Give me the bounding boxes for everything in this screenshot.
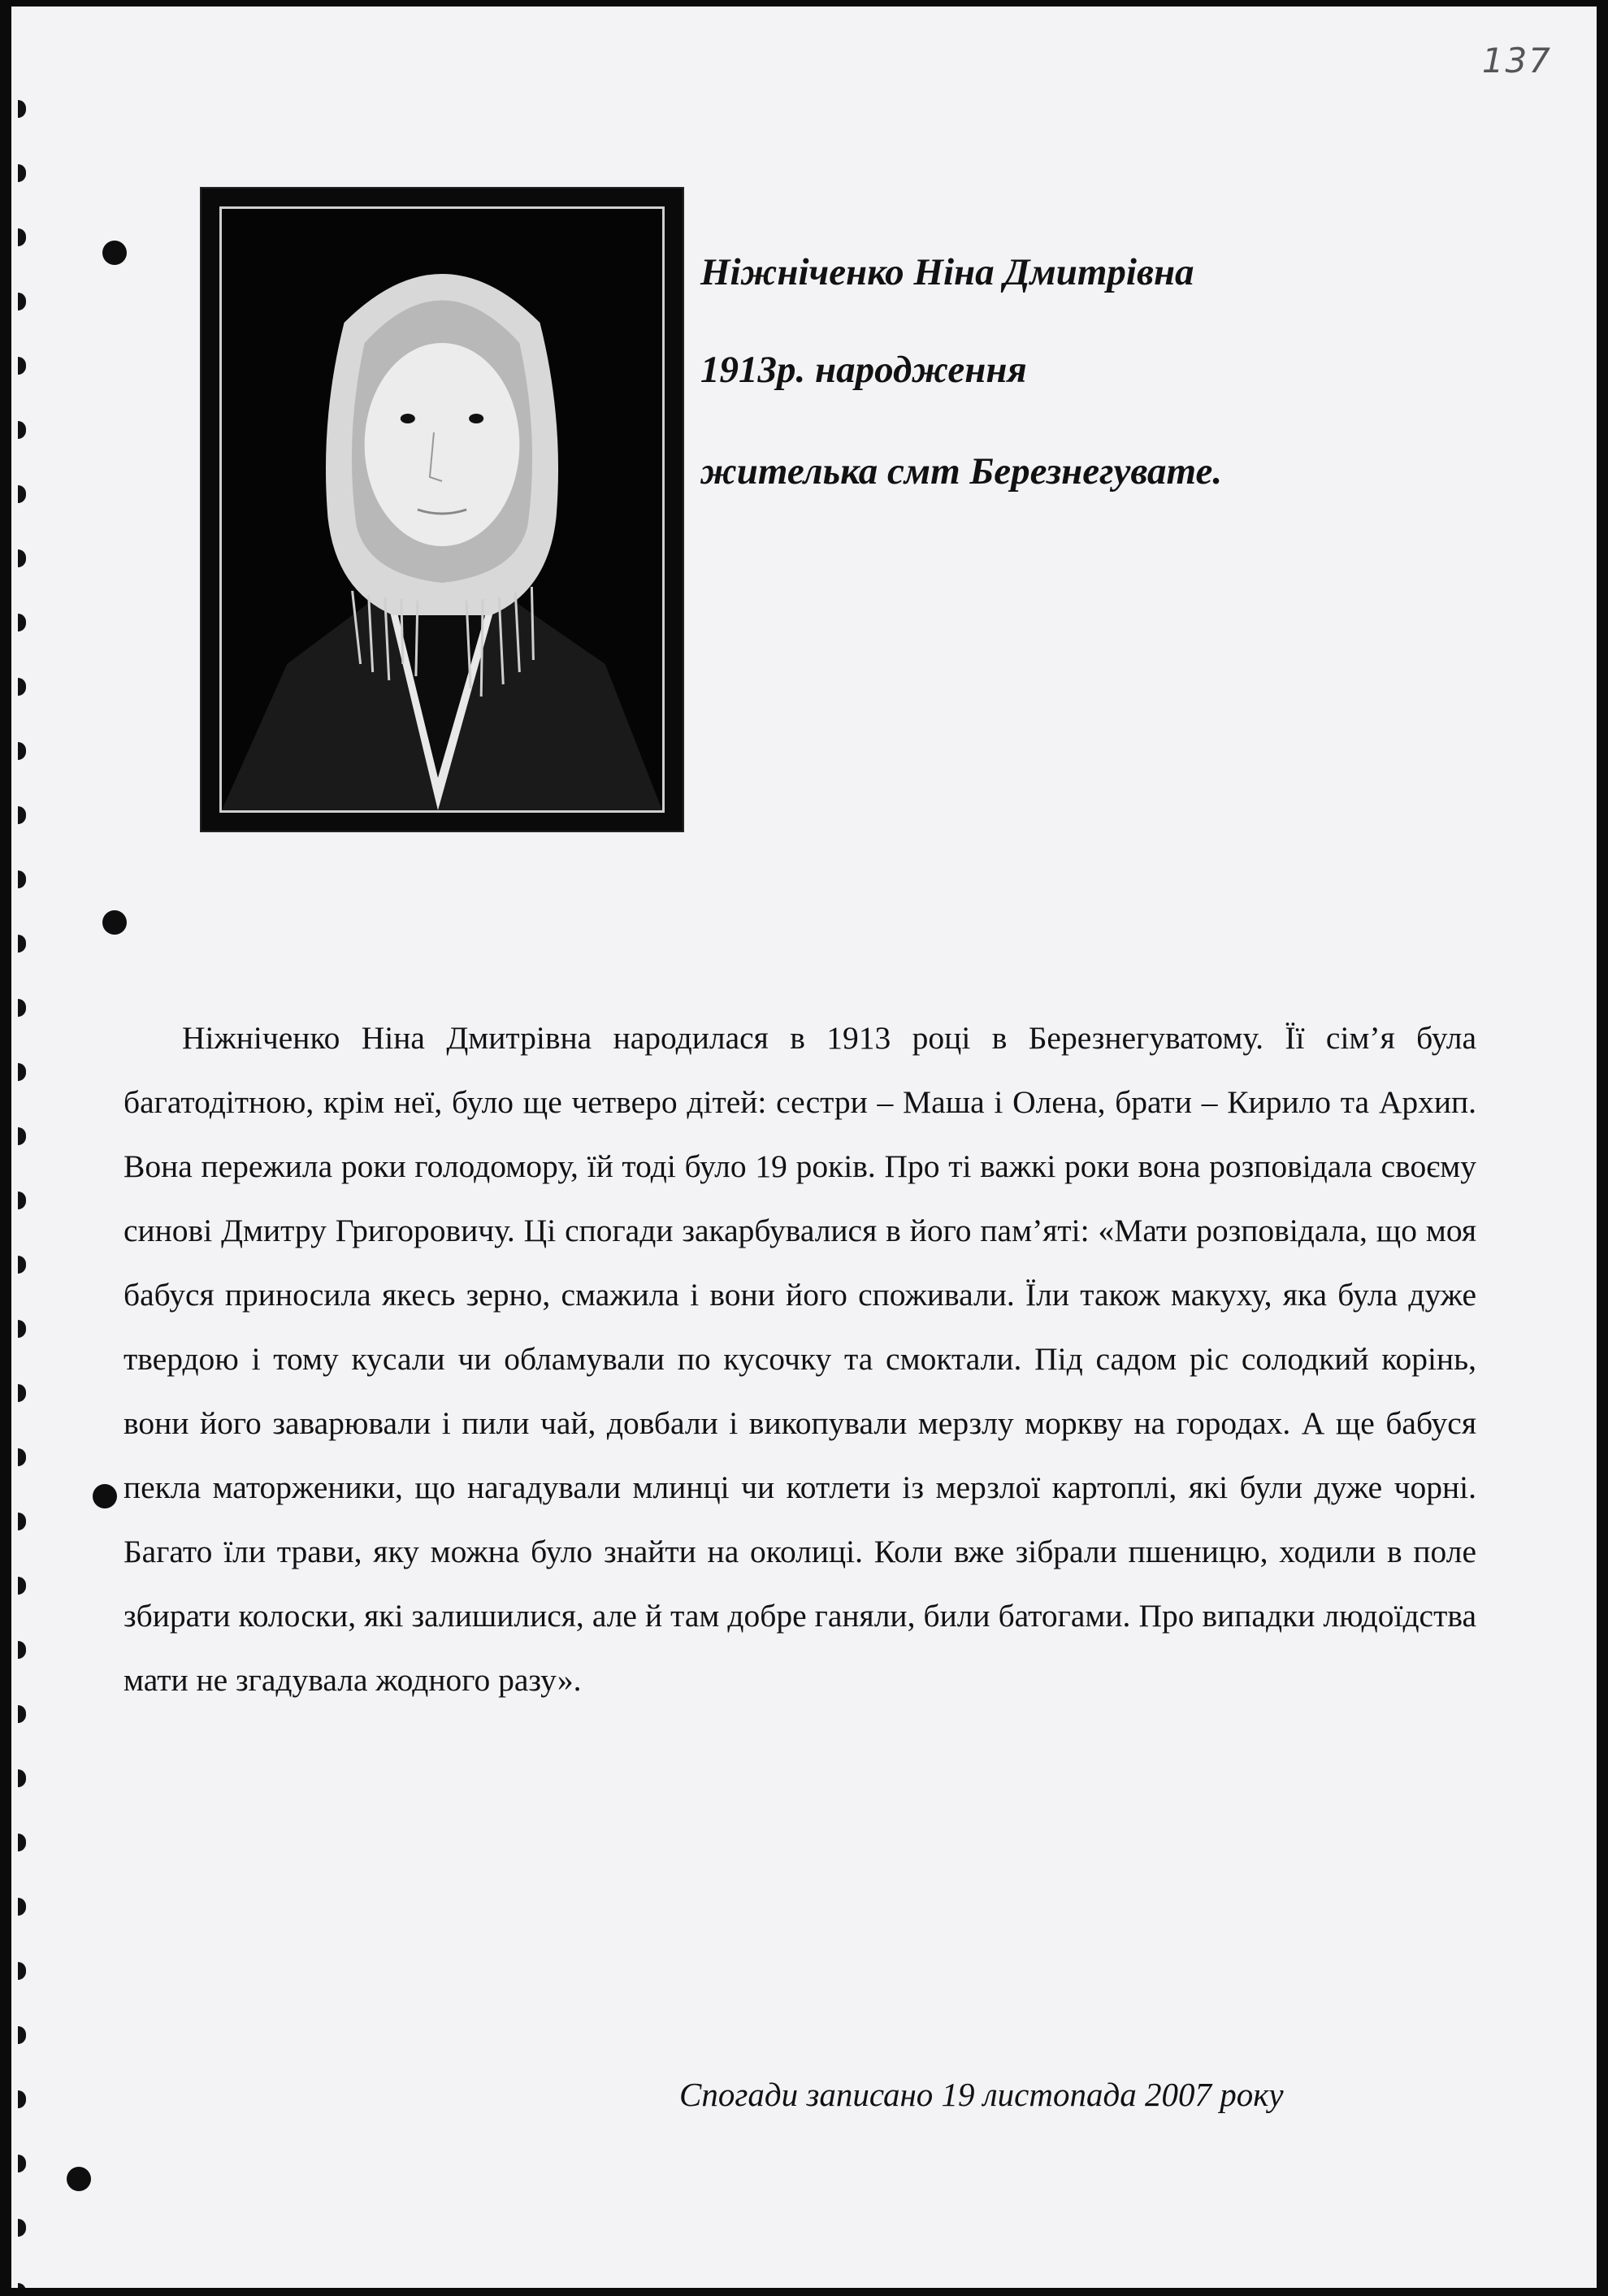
binding-ring bbox=[18, 2219, 26, 2237]
binding-ring bbox=[18, 357, 26, 375]
binding-ring bbox=[18, 1962, 26, 1980]
binding-ring bbox=[18, 1641, 26, 1659]
binding-ring bbox=[18, 293, 26, 310]
binding-ring bbox=[18, 1448, 26, 1466]
binding-ring bbox=[18, 1256, 26, 1274]
binding-ring bbox=[18, 1127, 26, 1145]
binding-ring bbox=[18, 1191, 26, 1209]
document-page bbox=[11, 7, 1597, 2288]
memoir-paragraph: Ніжніченко Ніна Дмитрівна народилася в 1913 році в Березнегуватому. Її сім’я була багатодітною, крім неї, було ще четверо дітей: сестри – Маша і Олена, брати – Кирило та Архип. Вона пережила роки голодомору, їй тоді було 19 років. Про ті важкі роки вона розповідала своєму синові Дмитру Григоровичу. Ці спогади закарбувалися в його пам’яті: «Мати розповідала, що моя бабуся приносила якесь зерно, смажила і вони його споживали. Їли також макуху, яка була дуже твердою і тому кусали чи обламували по кусочку та смоктали. Під садом ріс солодкий корінь, вони його заварювали і пили чай, довбали і викопували мерзлу моркву на городах. А ще бабуся пекла маторженики, що нагадували млинці чи котлети із мерзлої картоплі, які були дуже чорні. Багато їли трави, яку можна було знайти на околиці. Коли вже зібрали пшеницю, ходили в поле збирати колоски, які залишилися, але й там добре ганяли, били батогами. Про випадки людоїдства мати не згадувала жодного разу». bbox=[124, 1020, 1476, 1698]
binding-ring bbox=[18, 1769, 26, 1787]
binding-ring bbox=[18, 100, 26, 118]
binding-ring bbox=[18, 1513, 26, 1530]
binding-ring bbox=[18, 678, 26, 696]
binding-ring bbox=[18, 164, 26, 182]
binding-ring bbox=[18, 870, 26, 888]
recorded-date: Спогади записано 19 листопада 2007 року bbox=[679, 2076, 1284, 2113]
binding-ring bbox=[18, 421, 26, 439]
binding-ring bbox=[18, 742, 26, 760]
binding-ring bbox=[18, 999, 26, 1017]
binding-ring bbox=[18, 549, 26, 567]
binding-ring bbox=[18, 1898, 26, 1916]
binding-ring bbox=[18, 935, 26, 953]
page-number: 137 bbox=[1481, 41, 1552, 80]
binding-ring bbox=[18, 1834, 26, 1851]
binding-ring bbox=[18, 228, 26, 246]
binding-ring bbox=[18, 1705, 26, 1723]
photo-image bbox=[219, 206, 665, 813]
binding-ring bbox=[18, 1320, 26, 1338]
binding-ring bbox=[18, 1577, 26, 1595]
binding-ring bbox=[18, 2090, 26, 2108]
portrait-photo-icon bbox=[222, 209, 662, 810]
binding-ring bbox=[18, 614, 26, 632]
person-name: Ніжніченко Ніна Дмитрівна bbox=[700, 251, 1194, 293]
binding-ring bbox=[18, 1063, 26, 1081]
binding-ring bbox=[18, 485, 26, 503]
binding-ring bbox=[18, 2283, 26, 2288]
binding-ring bbox=[18, 2155, 26, 2172]
binding-ring bbox=[18, 806, 26, 824]
punch-hole bbox=[93, 1484, 117, 1508]
spiral-binding bbox=[11, 7, 44, 2288]
residence: жителька смт Березнегувате. bbox=[700, 450, 1223, 493]
punch-hole bbox=[102, 910, 127, 935]
binding-ring bbox=[18, 1384, 26, 1402]
birth-year: 1913р. народження bbox=[700, 349, 1027, 391]
punch-hole bbox=[102, 241, 127, 265]
binding-ring bbox=[18, 2026, 26, 2044]
portrait-photo bbox=[200, 187, 684, 832]
punch-hole bbox=[67, 2167, 91, 2191]
